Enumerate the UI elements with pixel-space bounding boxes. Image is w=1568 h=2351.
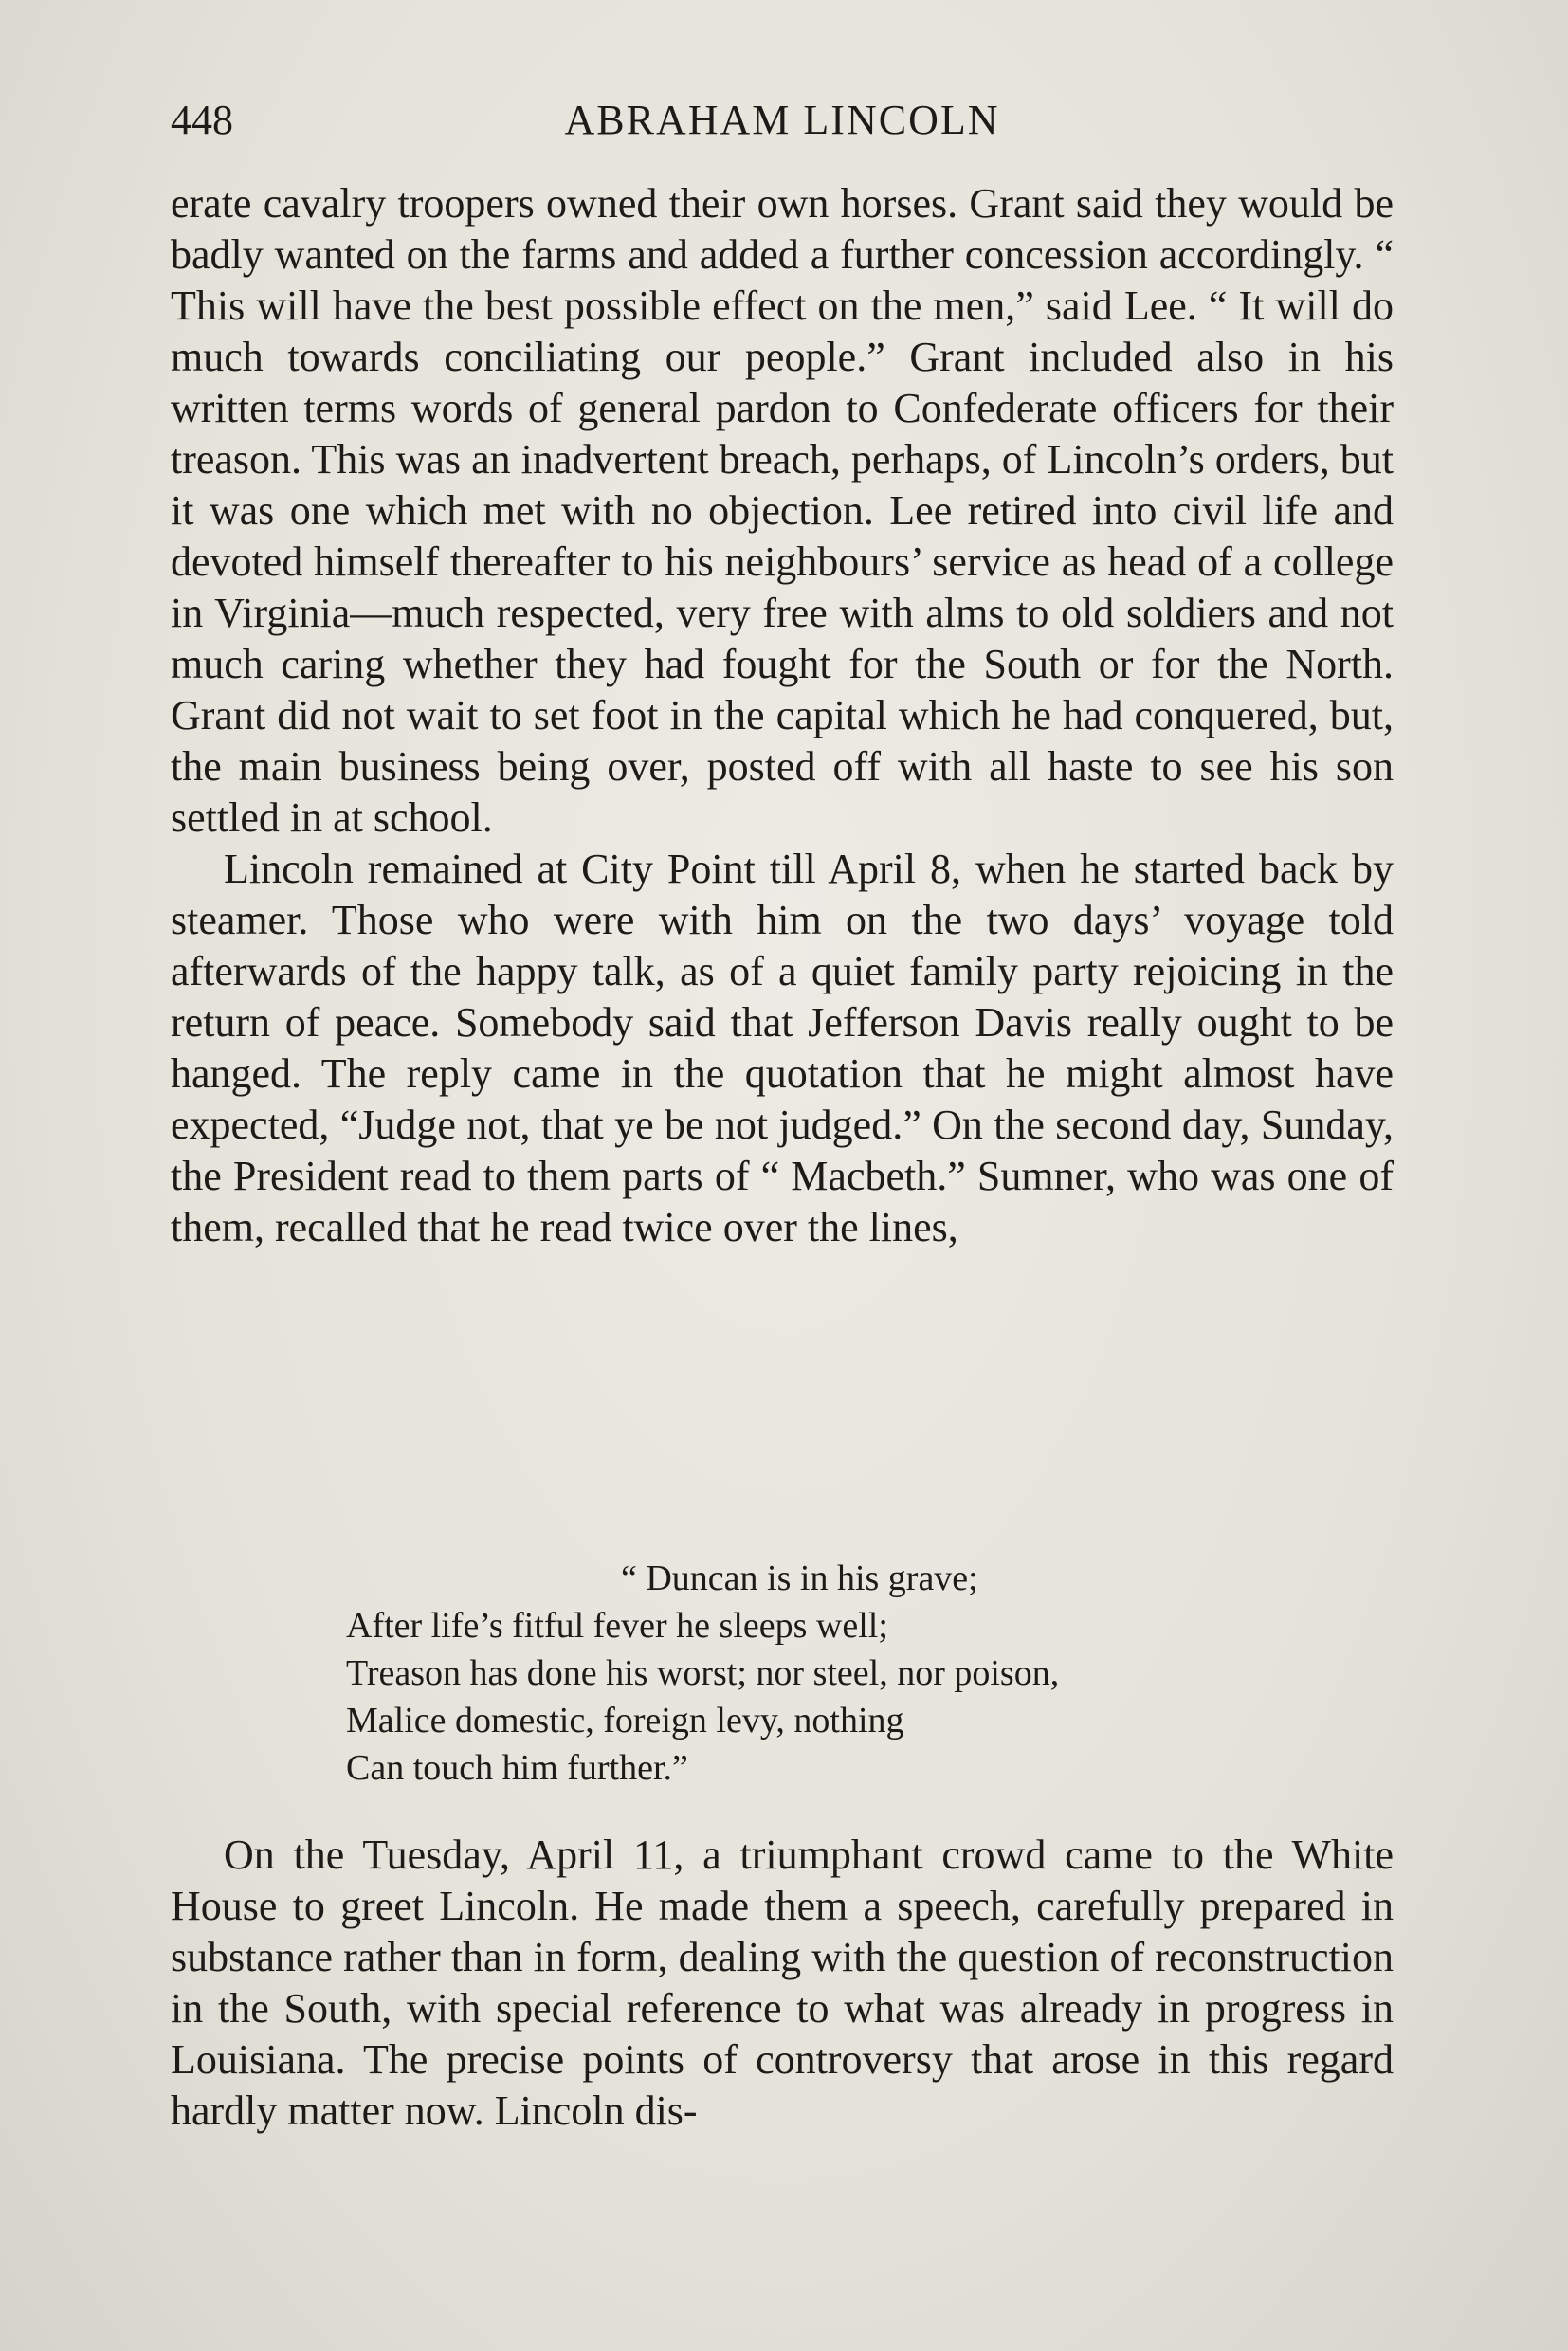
page-number: 448 [171, 97, 233, 143]
paragraph-continued: erate cavalry troopers owned their own horses. Grant said they would be badly wanted on the farms and added a further concession accordingly. “ This will have the best possible effect on the men,” said Lee. “ It will do much towards conciliating our people.” Grant included also in his written terms words of general pardon to Confederate officers for their treason. This was an inadvertent breach, perhaps, of Lincoln’s orders, but it was one which met with no objection. Lee retired into civil life and devoted himself thereafter to his neighbours’ service as head of a college in Virginia—much respected, very free with alms to old soldiers and not much caring whether they had fought for the South or for the North. Grant did not wait to set foot in the capital which he had conquered, but, the main business being over, posted off with all haste to see his son settled in at school. [171, 180, 1394, 841]
paragraph-white-house: On the Tuesday, April 11, a triumphant crowd came to the White House to greet Lincoln. He made them a speech, carefully prepared in substance rather than in form, dealing with the question of reconstruction in the South, with special reference to what was already in progress in Louisiana. The precise points of controversy that arose in this regard hardly matter now. Lincoln dis- [171, 1832, 1394, 2134]
quote-line: Malice domestic, foreign levy, nothing [346, 1701, 904, 1740]
running-title: ABRAHAM LINCOLN [564, 97, 1000, 143]
running-head [171, 87, 1394, 154]
paragraph-city-point: Lincoln remained at City Point till April 8, when he started back by steamer. Those who were with him on the two days’ voyage told afterwards of the happy talk, as of a quiet family party rejoicing in the return of peace. Somebody said that Jefferson Davis really ought to be hanged. The reply came in the quotation that he might almost have expected, “Judge not, that ye be not judged.” On the second day, Sunday, the President read to them parts of “ Macbeth.” Sumner, who was one of them, recalled that he read twice over the lines, [171, 846, 1394, 1250]
quote-line: Can touch him further.” [346, 1748, 688, 1788]
quote-line: Treason has done his worst; nor steel, nor poison, [346, 1653, 1060, 1693]
quote-line: “ Duncan is in his grave; [621, 1558, 978, 1598]
quote-line: After life’s fitful fever he sleeps well; [346, 1606, 888, 1646]
after-quote-text [171, 1830, 1394, 2137]
macbeth-quotation [346, 1555, 1341, 1792]
body-text [171, 178, 1394, 1253]
